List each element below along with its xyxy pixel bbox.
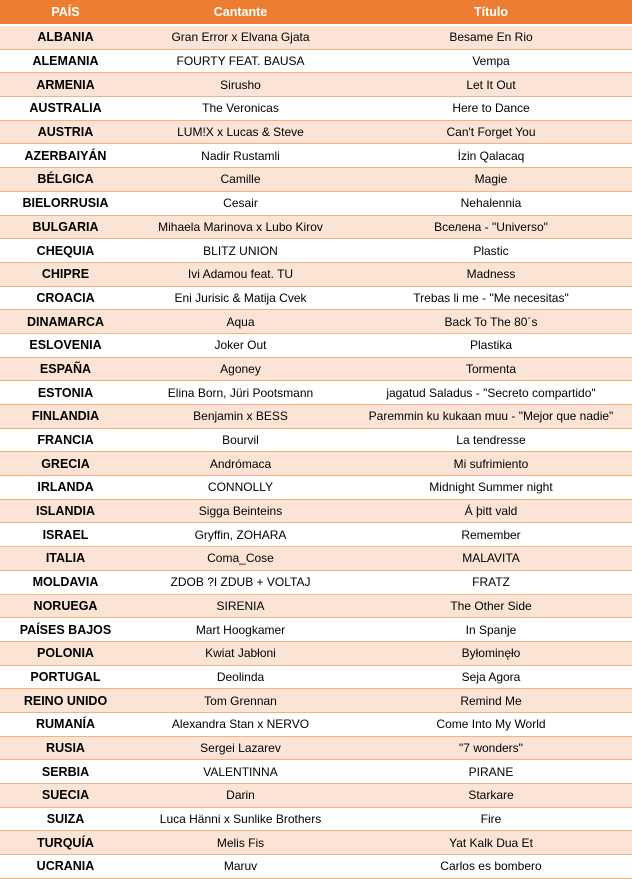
cell-country: REINO UNIDO bbox=[0, 689, 131, 713]
cell-title: FRATZ bbox=[350, 570, 632, 594]
cell-title: "7 wonders" bbox=[350, 736, 632, 760]
cell-singer: Melis Fis bbox=[131, 831, 350, 855]
cell-title: Come Into My World bbox=[350, 712, 632, 736]
cell-singer: Agoney bbox=[131, 357, 350, 381]
cell-country: IRLANDA bbox=[0, 476, 131, 500]
cell-title: The Other Side bbox=[350, 594, 632, 618]
cell-title: Вселена - "Universo" bbox=[350, 215, 632, 239]
cell-title: jagatud Saladus - "Secreto compartido" bbox=[350, 381, 632, 405]
table-row bbox=[0, 25, 632, 49]
table-row bbox=[0, 499, 632, 523]
cell-country: BULGARIA bbox=[0, 215, 131, 239]
cell-singer: Nadir Rustamli bbox=[131, 144, 350, 168]
cell-title: Nehalennia bbox=[350, 191, 632, 215]
cell-country: CHEQUIA bbox=[0, 239, 131, 263]
header-singer: Cantante bbox=[131, 0, 350, 25]
cell-title: Fire bbox=[350, 807, 632, 831]
cell-singer: Aqua bbox=[131, 310, 350, 334]
cell-title: Seja Agora bbox=[350, 665, 632, 689]
table-row bbox=[0, 760, 632, 784]
table-row bbox=[0, 144, 632, 168]
cell-singer: Gryffin, ZOHARA bbox=[131, 523, 350, 547]
cell-country: PORTUGAL bbox=[0, 665, 131, 689]
table-row bbox=[0, 855, 632, 879]
cell-singer: Bourvil bbox=[131, 428, 350, 452]
table-row bbox=[0, 381, 632, 405]
table-row bbox=[0, 594, 632, 618]
table-row bbox=[0, 570, 632, 594]
cell-country: SUIZA bbox=[0, 807, 131, 831]
cell-country: CHIPRE bbox=[0, 262, 131, 286]
table-row bbox=[0, 73, 632, 97]
table-row bbox=[0, 641, 632, 665]
cell-singer: Luca Hänni x Sunlike Brothers bbox=[131, 807, 350, 831]
cell-title: Á þitt vald bbox=[350, 499, 632, 523]
table-row bbox=[0, 665, 632, 689]
cell-title: Carlos es bombero bbox=[350, 855, 632, 879]
cell-country: ISLANDIA bbox=[0, 499, 131, 523]
table-row bbox=[0, 405, 632, 429]
cell-country: BÉLGICA bbox=[0, 168, 131, 192]
table-row bbox=[0, 807, 632, 831]
cell-title: Remember bbox=[350, 523, 632, 547]
cell-country: ISRAEL bbox=[0, 523, 131, 547]
cell-title: Here to Dance bbox=[350, 97, 632, 121]
cell-singer: Benjamin x BESS bbox=[131, 405, 350, 429]
table-row bbox=[0, 831, 632, 855]
cell-singer: Mihaela Marinova x Lubo Kirov bbox=[131, 215, 350, 239]
cell-country: UCRANIA bbox=[0, 855, 131, 879]
cell-singer: The Veronicas bbox=[131, 97, 350, 121]
cell-country: ALEMANIA bbox=[0, 49, 131, 73]
cell-singer: Eni Jurisic & Matija Cvek bbox=[131, 286, 350, 310]
table-row bbox=[0, 168, 632, 192]
table-row bbox=[0, 476, 632, 500]
table-row bbox=[0, 618, 632, 642]
cell-singer: BLITZ UNION bbox=[131, 239, 350, 263]
cell-singer: Darin bbox=[131, 784, 350, 808]
cell-country: SERBIA bbox=[0, 760, 131, 784]
cell-country: SUECIA bbox=[0, 784, 131, 808]
header-title: Título bbox=[350, 0, 632, 25]
cell-title: Plastic bbox=[350, 239, 632, 263]
table-row bbox=[0, 689, 632, 713]
cell-country: ALBANIA bbox=[0, 25, 131, 49]
cell-title: Plastika bbox=[350, 333, 632, 357]
cell-country: RUSIA bbox=[0, 736, 131, 760]
table-row bbox=[0, 286, 632, 310]
cell-country: AUSTRALIA bbox=[0, 97, 131, 121]
cell-country: AUSTRIA bbox=[0, 120, 131, 144]
table-row bbox=[0, 547, 632, 571]
cell-title: Paremmin ku kukaan muu - "Mejor que nadie" bbox=[350, 405, 632, 429]
cell-singer: ZDOB ?I ZDUB + VOLTAJ bbox=[131, 570, 350, 594]
table-row bbox=[0, 97, 632, 121]
cell-singer: Kwiat Jabłoni bbox=[131, 641, 350, 665]
cell-singer: Gran Error x Elvana Gjata bbox=[131, 25, 350, 49]
cell-title: İzin Qalacaq bbox=[350, 144, 632, 168]
cell-country: FRANCIA bbox=[0, 428, 131, 452]
cell-country: ARMENIA bbox=[0, 73, 131, 97]
cell-singer: Camille bbox=[131, 168, 350, 192]
cell-singer: Maruv bbox=[131, 855, 350, 879]
cell-singer: FOURTY FEAT. BAUSA bbox=[131, 49, 350, 73]
cell-title: Tormenta bbox=[350, 357, 632, 381]
cell-singer: Alexandra Stan x NERVO bbox=[131, 712, 350, 736]
table-row bbox=[0, 239, 632, 263]
cell-country: RUMANÍA bbox=[0, 712, 131, 736]
cell-country: ESLOVENIA bbox=[0, 333, 131, 357]
cell-singer: Elina Born, Jüri Pootsmann bbox=[131, 381, 350, 405]
table-body bbox=[0, 25, 632, 878]
table-row bbox=[0, 262, 632, 286]
table-row bbox=[0, 333, 632, 357]
cell-singer: VALENTINNA bbox=[131, 760, 350, 784]
cell-country: ESPAÑA bbox=[0, 357, 131, 381]
table-row bbox=[0, 452, 632, 476]
cell-title: Back To The 80´s bbox=[350, 310, 632, 334]
table-row bbox=[0, 428, 632, 452]
table-row bbox=[0, 191, 632, 215]
header-country: PAÍS bbox=[0, 0, 131, 25]
cell-title: Starkare bbox=[350, 784, 632, 808]
cell-title: Madness bbox=[350, 262, 632, 286]
cell-country: NORUEGA bbox=[0, 594, 131, 618]
cell-title: Can't Forget You bbox=[350, 120, 632, 144]
table-row bbox=[0, 357, 632, 381]
table-row bbox=[0, 310, 632, 334]
cell-title: Yat Kalk Dua Et bbox=[350, 831, 632, 855]
table-row bbox=[0, 712, 632, 736]
cell-singer: Joker Out bbox=[131, 333, 350, 357]
cell-singer: Coma_Cose bbox=[131, 547, 350, 571]
cell-singer: Tom Grennan bbox=[131, 689, 350, 713]
table-row bbox=[0, 215, 632, 239]
cell-country: FINLANDIA bbox=[0, 405, 131, 429]
cell-country: PAÍSES BAJOS bbox=[0, 618, 131, 642]
cell-singer: Andrómaca bbox=[131, 452, 350, 476]
table-row bbox=[0, 120, 632, 144]
cell-title: PIRANE bbox=[350, 760, 632, 784]
cell-title: Midnight Summer night bbox=[350, 476, 632, 500]
cell-title: In Spanje bbox=[350, 618, 632, 642]
cell-country: ITALIA bbox=[0, 547, 131, 571]
cell-singer: Ivi Adamou feat. TU bbox=[131, 262, 350, 286]
cell-singer: Cesair bbox=[131, 191, 350, 215]
cell-singer: Deolinda bbox=[131, 665, 350, 689]
cell-title: Magie bbox=[350, 168, 632, 192]
cell-country: ESTONIA bbox=[0, 381, 131, 405]
cell-country: POLONIA bbox=[0, 641, 131, 665]
cell-singer: Sigga Beinteins bbox=[131, 499, 350, 523]
table-row bbox=[0, 523, 632, 547]
cell-title: Remind Me bbox=[350, 689, 632, 713]
cell-country: GRECIA bbox=[0, 452, 131, 476]
cell-title: La tendresse bbox=[350, 428, 632, 452]
cell-title: Trebas li me - "Me necesitas" bbox=[350, 286, 632, 310]
cell-title: Besame En Rio bbox=[350, 25, 632, 49]
cell-title: Let It Out bbox=[350, 73, 632, 97]
header-row bbox=[0, 0, 632, 25]
cell-singer: SIRENIA bbox=[131, 594, 350, 618]
cell-country: MOLDAVIA bbox=[0, 570, 131, 594]
cell-title: Byłominęło bbox=[350, 641, 632, 665]
cell-title: MALAVITA bbox=[350, 547, 632, 571]
table-row bbox=[0, 736, 632, 760]
cell-country: BIELORRUSIA bbox=[0, 191, 131, 215]
cell-country: CROACIA bbox=[0, 286, 131, 310]
cell-singer: Sirusho bbox=[131, 73, 350, 97]
cell-title: Vempa bbox=[350, 49, 632, 73]
cell-title: Mi sufrimiento bbox=[350, 452, 632, 476]
cell-country: TURQUÍA bbox=[0, 831, 131, 855]
cell-country: DINAMARCA bbox=[0, 310, 131, 334]
table-row bbox=[0, 49, 632, 73]
cell-singer: Sergei Lazarev bbox=[131, 736, 350, 760]
cell-singer: Mart Hoogkamer bbox=[131, 618, 350, 642]
table-row bbox=[0, 784, 632, 808]
cell-singer: CONNOLLY bbox=[131, 476, 350, 500]
cell-singer: LUM!X x Lucas & Steve bbox=[131, 120, 350, 144]
cell-country: AZERBAIYÁN bbox=[0, 144, 131, 168]
